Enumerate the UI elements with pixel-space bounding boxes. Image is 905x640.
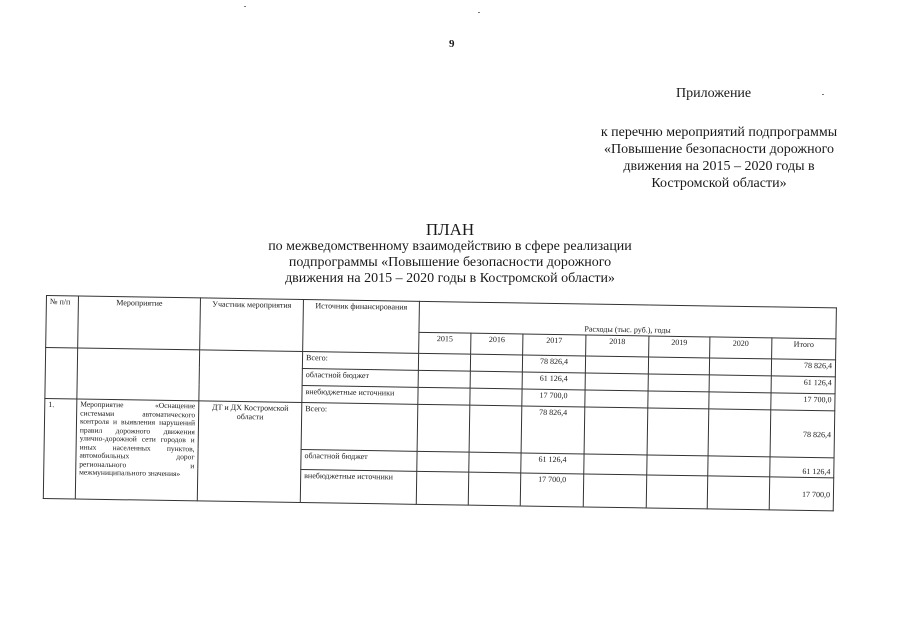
header-measure: Мероприятие	[78, 296, 201, 350]
scan-speck	[822, 94, 824, 95]
cell-source: областной бюджет	[302, 369, 418, 388]
cell-empty	[77, 348, 200, 401]
cell-empty	[45, 348, 78, 399]
appendix-line: к перечню мероприятий подпрограммы	[600, 125, 838, 140]
plan-table	[43, 295, 837, 511]
cell-measure: Мероприятие «Оснащение системами автоматического контроля и выявления нарушений правил дорожного движения улично-дорожной сети городов и иных населенных пунктов, автомобильных дорог регионального и межмуниципального значения»	[75, 399, 199, 501]
cell-total: 61 126,4	[770, 457, 834, 478]
cell-empty	[417, 451, 469, 472]
cell-empty	[709, 375, 771, 393]
scan-speck	[244, 6, 246, 7]
plan-line: движения на 2015 – 2020 годы в Костромской области»	[285, 271, 615, 286]
cell-empty	[418, 387, 470, 405]
header-num: № п/п	[46, 296, 79, 348]
cell-empty	[648, 357, 709, 375]
cell-empty	[648, 374, 709, 392]
cell-source: внебюджетные источники	[302, 386, 418, 405]
header-participant: Участник мероприятия	[200, 298, 304, 352]
cell-empty	[585, 390, 648, 408]
cell-empty	[417, 404, 470, 452]
cell-item-num: 1.	[43, 398, 77, 498]
cell-empty	[584, 454, 647, 475]
cell-empty	[646, 475, 708, 509]
cell-empty	[583, 474, 647, 508]
plan-title-block	[240, 222, 660, 287]
plan-line: подпрограммы «Повышение безопасности дорожного	[288, 255, 612, 270]
cell-empty	[469, 452, 521, 473]
cell-empty	[709, 358, 771, 376]
header-expenses: Расходы (тыс. руб.), годы	[419, 301, 837, 339]
cell-empty	[418, 353, 470, 371]
cell-empty	[709, 392, 771, 410]
cell-value: 17 700,0	[522, 389, 585, 407]
cell-total: 17 700,0	[769, 477, 834, 511]
header-year: 2018	[586, 335, 649, 357]
cell-empty	[470, 371, 522, 389]
cell-empty	[416, 471, 469, 505]
appendix-subtitle	[588, 124, 850, 192]
header-year: 2019	[649, 336, 710, 358]
cell-total: 78 826,4	[771, 359, 835, 377]
cell-empty	[584, 407, 648, 455]
appendix-line: движения на 2015 – 2020 годы в	[623, 159, 815, 174]
cell-empty	[585, 356, 648, 374]
cell-value: 17 700,0	[520, 473, 584, 507]
cell-value: 78 826,4	[521, 406, 585, 454]
cell-value: 61 126,4	[522, 372, 585, 390]
cell-empty	[469, 405, 522, 453]
header-year: 2016	[471, 333, 523, 355]
cell-empty	[585, 373, 648, 391]
page-number: 9	[449, 38, 455, 50]
cell-empty	[648, 391, 709, 409]
cell-total: 17 700,0	[771, 393, 835, 411]
plan-table-wrapper	[42, 295, 836, 557]
plan-line: по межведомственному взаимодействию в сфере реализации	[268, 239, 632, 254]
cell-empty	[707, 476, 770, 510]
cell-empty	[708, 456, 770, 477]
cell-empty	[647, 408, 709, 456]
cell-participant: ДТ и ДХ Костромской области	[197, 401, 302, 503]
cell-source: внебюджетные источники	[300, 470, 417, 505]
cell-source: областной бюджет	[301, 450, 417, 472]
appendix-title: Приложение	[676, 86, 752, 101]
cell-total: 78 826,4	[770, 410, 835, 458]
cell-source: Всего:	[301, 403, 418, 452]
header-year: 2017	[523, 334, 586, 356]
header-total: Итого	[772, 338, 836, 360]
header-year: 2020	[710, 337, 772, 359]
cell-empty	[418, 370, 470, 388]
cell-value: 61 126,4	[521, 453, 584, 474]
scan-speck	[478, 12, 480, 13]
cell-empty	[470, 354, 522, 372]
cell-source: Всего:	[302, 352, 418, 371]
cell-empty	[199, 350, 303, 403]
plan-heading: ПЛАН	[425, 220, 475, 239]
appendix-line: Костромской области»	[651, 176, 787, 191]
cell-total: 61 126,4	[771, 376, 835, 394]
cell-empty	[647, 455, 708, 476]
header-year: 2015	[419, 332, 471, 354]
appendix-line: «Повышение безопасности дорожного	[603, 142, 834, 157]
cell-empty	[470, 388, 522, 406]
cell-empty	[468, 472, 521, 506]
cell-value: 78 826,4	[522, 355, 585, 373]
header-source: Источник финансирования	[303, 300, 420, 354]
cell-empty	[708, 409, 771, 457]
